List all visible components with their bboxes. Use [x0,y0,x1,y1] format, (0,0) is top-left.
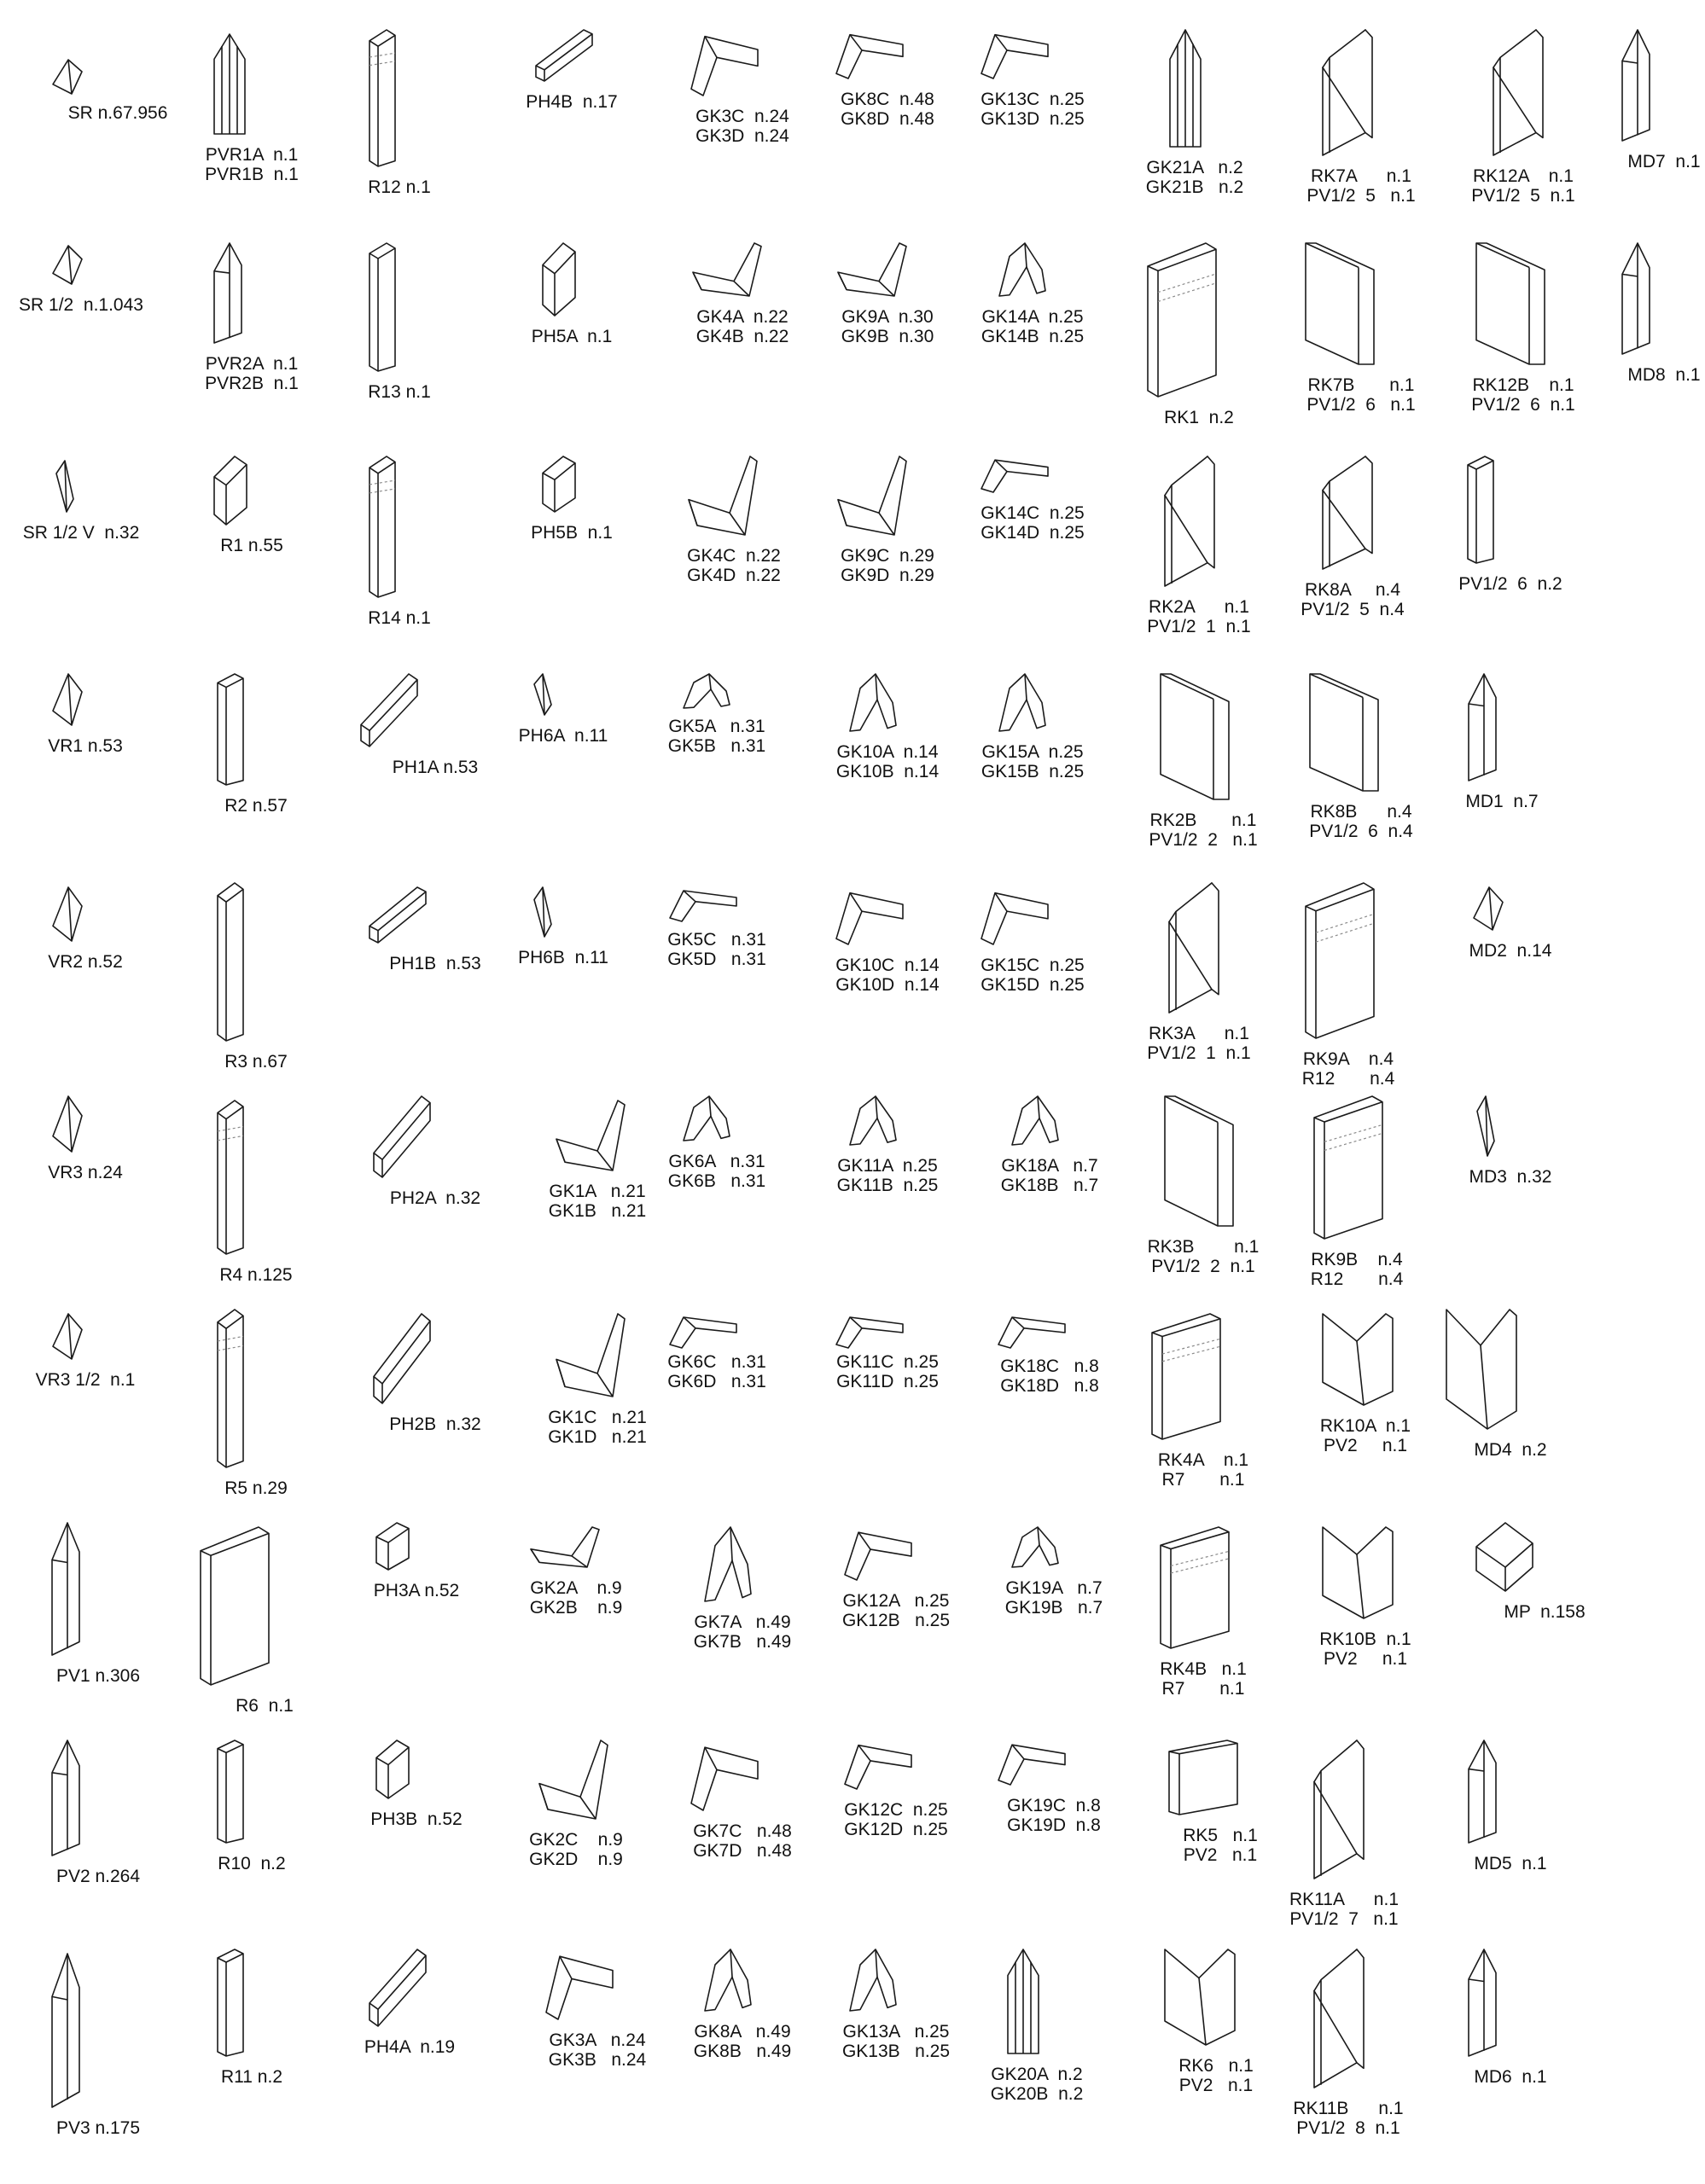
piece-label-ph4a: PH4A n.19 [364,2037,456,2057]
piece-drawing-md4 [1446,1310,1516,1429]
piece-label-gk9cd: GK9C n.29 GK9D n.29 [841,546,934,585]
piece-label-rk11b: RK11B n.1 PV1/2 8 n.1 [1293,2099,1404,2138]
piece-drawing-r3 [218,883,243,1041]
piece-label-r2: R2 n.57 [224,796,288,816]
piece-label-gk10ab: GK10A n.14 GK10B n.14 [835,742,940,781]
piece-label-md4: MD4 n.2 [1474,1440,1547,1460]
piece-label-rk5: RK5 n.1 PV2 n.1 [1183,1826,1258,1865]
piece-label-gk4cd: GK4C n.22 GK4D n.22 [687,546,781,585]
piece-drawing-rk3b [1165,1096,1233,1226]
piece-label-ph2a: PH2A n.32 [389,1188,481,1208]
piece-label-sr-1-2-v: SR 1/2 V n.32 [22,523,140,543]
piece-label-gk13cd: GK13C n.25 GK13D n.25 [981,90,1085,129]
piece-label-gk6ab: GK6A n.31 GK6B n.31 [667,1152,766,1191]
piece-drawing-rk3a [1169,883,1219,1013]
piece-label-gk19cd: GK19C n.8 GK19D n.8 [1007,1796,1101,1835]
piece-drawing-rk7b [1306,243,1374,364]
piece-drawing-vr1 [53,674,82,725]
piece-label-md1: MD1 n.7 [1465,792,1539,811]
piece-label-vr3-1-2: VR3 1/2 n.1 [35,1370,136,1390]
piece-label-rk4b: RK4B n.1 R7 n.1 [1160,1659,1247,1699]
piece-label-rk12b: RK12B n.1 PV1/2 6 n.1 [1471,375,1575,415]
piece-label-r14: R14 n.1 [368,608,431,628]
piece-label-r11: R11 n.2 [221,2067,282,2087]
piece-drawing-r11 [218,1949,243,2056]
piece-drawing-md7 [1622,30,1650,141]
piece-drawing-gk15cd [981,893,1048,944]
piece-drawing-pv1-2-6 [1468,456,1493,563]
piece-label-gk5ab: GK5A n.31 GK5B n.31 [667,717,766,756]
piece-drawing-gk4cd [689,456,757,535]
piece-label-ph5a: PH5A n.1 [531,327,613,346]
piece-label-ph1a: PH1A n.53 [392,758,479,777]
piece-drawing-gk20ab [1008,1949,1039,2053]
piece-label-rk8a: RK8A n.4 PV1/2 5 n.4 [1301,580,1405,619]
piece-label-vr1: VR1 n.53 [48,736,123,756]
piece-label-md7: MD7 n.1 [1627,152,1701,171]
piece-drawing-r14 [370,456,395,597]
piece-label-gk14ab: GK14A n.25 GK14B n.25 [981,307,1085,346]
piece-label-gk18cd: GK18C n.8 GK18D n.8 [1000,1356,1099,1396]
piece-drawing-r2 [218,674,243,785]
piece-label-ph1b: PH1B n.53 [389,954,481,973]
piece-label-ph4b: PH4B n.17 [526,92,618,112]
piece-label-gk15ab: GK15A n.25 GK15B n.25 [981,742,1085,781]
piece-label-gk7cd: GK7C n.48 GK7D n.48 [693,1821,792,1861]
piece-label-gk7ab: GK7A n.49 GK7B n.49 [693,1612,792,1652]
piece-drawing-gk14ab [999,243,1045,296]
piece-label-gk12cd: GK12C n.25 GK12D n.25 [844,1800,948,1839]
piece-label-gk9ab: GK9A n.30 GK9B n.30 [841,307,934,346]
piece-drawing-md6 [1469,1949,1496,2056]
piece-label-rk8b: RK8B n.4 PV1/2 6 n.4 [1309,802,1413,841]
piece-drawing-rk4b [1161,1527,1229,1648]
piece-label-pv3: PV3 n.175 [55,2118,141,2138]
piece-label-ph3a: PH3A n.52 [373,1581,460,1600]
piece-label-gk8ab: GK8A n.49 GK8B n.49 [693,2022,792,2061]
piece-drawing-sr-1-2 [53,246,82,284]
piece-drawing-gk6cd [670,1317,736,1348]
piece-drawing-gk12ab [845,1532,911,1580]
piece-drawing-gk9ab [838,243,906,296]
piece-drawing-gk9cd [838,456,906,535]
piece-drawing-rk10b [1323,1527,1393,1618]
piece-drawing-gk19ab [1012,1527,1058,1567]
piece-drawing-gk4ab [693,243,761,296]
piece-drawing-ph1a [361,674,417,746]
piece-label-rk2b: RK2B n.1 PV1/2 2 n.1 [1149,810,1258,850]
piece-label-gk11cd: GK11C n.25 GK11D n.25 [836,1352,939,1391]
piece-drawing-gk3ab [546,1956,613,2019]
piece-label-gk15cd: GK15C n.25 GK15D n.25 [981,956,1085,995]
piece-label-gk6cd: GK6C n.31 GK6D n.31 [667,1352,766,1391]
piece-drawing-r6 [201,1527,269,1685]
piece-label-mp: MP n.158 [1504,1602,1586,1622]
piece-drawing-ph2b [374,1314,430,1403]
piece-drawing-gk5cd [670,891,736,921]
piece-drawing-gk7cd [691,1747,758,1810]
piece-label-rk10a: RK10A n.1 PV2 n.1 [1319,1416,1411,1455]
piece-label-r6: R6 n.1 [236,1696,294,1716]
piece-label-r10: R10 n.2 [218,1854,286,1873]
piece-label-rk1: RK1 n.2 [1164,408,1234,427]
piece-label-rk9b: RK9B n.4 R12 n.4 [1310,1250,1404,1289]
piece-drawing-r13 [370,243,395,371]
piece-drawing-gk1cd [556,1314,625,1397]
piece-drawing-gk2cd [539,1740,608,1819]
piece-label-gk4ab: GK4A n.22 GK4B n.22 [695,307,789,346]
piece-label-sr-1-2: SR 1/2 n.1.043 [19,295,143,315]
piece-drawing-rk2b [1161,674,1229,799]
piece-label-pvr2: PVR2A n.1 PVR2B n.1 [205,354,299,393]
piece-drawing-gk13cd [981,35,1048,78]
piece-drawing-rk6 [1165,1949,1235,2045]
piece-drawing-gk18ab [1012,1096,1058,1145]
piece-drawing-gk11ab [850,1096,896,1145]
piece-drawing-gk10cd [836,893,903,944]
piece-label-r1: R1 n.55 [220,536,283,555]
piece-drawing-sr-1-2-v [56,461,73,512]
piece-drawing-ph5a [543,243,575,316]
piece-label-md8: MD8 n.1 [1627,365,1701,385]
piece-drawing-rk1 [1148,243,1216,397]
piece-drawing-ph5b [543,456,575,512]
piece-label-pv2: PV2 n.264 [55,1867,141,1886]
piece-drawing-pv3 [52,1954,79,2107]
piece-drawing-rk2a [1165,456,1214,586]
piece-drawing-gk3cd [691,37,758,96]
piece-drawing-pvr1 [214,34,245,134]
piece-drawing-gk1ab [556,1101,625,1170]
piece-drawing-gk19cd [998,1745,1065,1785]
piece-drawing-gk8ab [705,1949,751,2011]
piece-label-md2: MD2 n.14 [1469,941,1552,961]
piece-drawing-ph3a [376,1523,409,1570]
piece-drawing-mp [1476,1523,1533,1591]
piece-drawing-rk7a [1323,30,1372,155]
piece-label-rk9a: RK9A n.4 R12 n.4 [1301,1049,1395,1089]
piece-drawing-vr3-1-2 [53,1314,82,1359]
piece-drawing-ph6b [534,887,551,937]
piece-label-ph3b: PH3B n.52 [370,1809,463,1829]
piece-label-r12: R12 n.1 [368,177,431,197]
piece-drawing-rk12a [1493,30,1543,155]
piece-drawing-gk14cd [981,460,1048,492]
piece-drawing-vr2 [53,887,82,941]
piece-label-gk18ab: GK18A n.7 GK18B n.7 [1000,1156,1099,1195]
piece-drawing-rk12b [1476,243,1545,364]
piece-drawing-gk5ab [684,674,730,708]
piece-drawing-rk8b [1310,674,1378,791]
piece-drawing-pv1 [52,1523,79,1655]
piece-drawing-vr3 [53,1096,82,1152]
piece-drawing-ph6a [534,674,551,715]
piece-label-r4: R4 n.125 [219,1265,293,1285]
piece-label-pvr1: PVR1A n.1 PVR1B n.1 [205,145,299,184]
piece-label-rk12a: RK12A n.1 PV1/2 5 n.1 [1471,166,1575,206]
piece-label-pv1-2-6: PV1/2 6 n.2 [1458,574,1562,594]
piece-label-gk3ab: GK3A n.24 GK3B n.24 [548,2030,647,2070]
piece-label-gk13ab: GK13A n.25 GK13B n.25 [841,2022,951,2061]
piece-label-gk12ab: GK12A n.25 GK12B n.25 [841,1591,951,1630]
piece-label-rk2a: RK2A n.1 PV1/2 1 n.1 [1147,597,1251,636]
piece-label-rk3b: RK3B n.1 PV1/2 2 n.1 [1147,1237,1260,1276]
piece-label-gk3cd: GK3C n.24 GK3D n.24 [695,107,789,146]
piece-drawing-pv2 [52,1740,79,1856]
piece-label-md6: MD6 n.1 [1474,2067,1547,2087]
piece-label-rk3a: RK3A n.1 PV1/2 1 n.1 [1147,1024,1251,1063]
piece-label-gk14cd: GK14C n.25 GK14D n.25 [981,503,1085,543]
piece-drawing-md8 [1622,243,1650,354]
piece-drawing-gk13ab [850,1949,896,2011]
piece-drawing-gk21ab [1170,30,1201,147]
piece-label-md3: MD3 n.32 [1469,1167,1552,1187]
piece-label-rk7b: RK7B n.1 PV1/2 6 n.1 [1306,375,1416,415]
piece-label-md5: MD5 n.1 [1474,1854,1547,1873]
piece-drawing-gk6ab [684,1096,730,1141]
piece-label-ph6a: PH6A n.11 [518,726,608,746]
piece-drawing-r10 [218,1740,243,1843]
piece-drawing-rk9b [1314,1096,1382,1239]
piece-drawing-gk8cd [836,35,903,78]
piece-label-r5: R5 n.29 [224,1478,288,1498]
piece-label-r3: R3 n.67 [224,1052,288,1072]
piece-label-ph5b: PH5B n.1 [531,523,613,543]
piece-label-gk8cd: GK8C n.48 GK8D n.48 [841,90,934,129]
piece-label-sr: SR n.67.956 [67,103,168,123]
piece-drawing-md2 [1474,887,1503,930]
piece-label-rk6: RK6 n.1 PV2 n.1 [1178,2056,1254,2095]
piece-label-gk19ab: GK19A n.7 GK19B n.7 [1004,1578,1103,1618]
piece-drawing-md3 [1477,1096,1494,1156]
piece-label-gk1ab: GK1A n.21 GK1B n.21 [548,1182,647,1221]
piece-label-r13: R13 n.1 [368,382,431,402]
piece-drawing-gk18cd [998,1317,1065,1348]
piece-label-gk2ab: GK2A n.9 GK2B n.9 [529,1578,623,1618]
piece-drawing-gk2ab [531,1527,599,1567]
piece-drawing-gk15ab [999,674,1045,731]
piece-label-gk1cd: GK1C n.21 GK1D n.21 [548,1408,647,1447]
piece-label-ph6b: PH6B n.11 [518,948,608,967]
piece-drawing-md1 [1469,674,1496,781]
piece-label-rk10b: RK10B n.1 PV2 n.1 [1319,1629,1411,1669]
piece-drawing-gk10ab [850,674,896,731]
piece-drawing-r1 [214,456,247,525]
piece-label-gk2cd: GK2C n.9 GK2D n.9 [529,1830,623,1869]
piece-drawing-r4 [218,1101,243,1254]
piece-drawing-ph2a [374,1096,430,1177]
piece-drawing-ph3b [376,1740,409,1798]
piece-drawing-rk4a [1152,1314,1220,1439]
piece-drawing-rk9a [1306,883,1374,1038]
piece-drawing-rk10a [1323,1314,1393,1405]
piece-drawing-r12 [370,30,395,166]
piece-drawing-r5 [218,1310,243,1467]
piece-label-gk11ab: GK11A n.25 GK11B n.25 [836,1156,939,1195]
piece-drawing-rk11b [1314,1949,1364,2088]
piece-label-gk5cd: GK5C n.31 GK5D n.31 [667,930,766,969]
piece-label-rk7a: RK7A n.1 PV1/2 5 n.1 [1306,166,1416,206]
piece-label-vr3: VR3 n.24 [48,1163,123,1182]
piece-label-gk20ab: GK20A n.2 GK20B n.2 [990,2065,1084,2104]
piece-drawing-gk12cd [845,1745,911,1789]
piece-label-gk21ab: GK21A n.2 GK21B n.2 [1145,158,1244,197]
piece-drawing-rk5 [1169,1740,1237,1815]
piece-label-pv1: PV1 n.306 [55,1666,141,1686]
piece-label-rk11a: RK11A n.1 PV1/2 7 n.1 [1289,1890,1399,1929]
piece-drawing-sr [53,60,82,94]
piece-label-vr2: VR2 n.52 [48,952,123,972]
piece-drawing-ph1b [370,887,426,943]
piece-drawing-ph4a [370,1949,426,2026]
piece-drawing-pvr2 [214,243,241,343]
piece-drawing-rk11a [1314,1740,1364,1879]
piece-drawing-ph4b [536,30,592,81]
piece-label-ph2b: PH2B n.32 [389,1414,481,1434]
piece-drawing-gk7ab [705,1527,751,1601]
piece-drawing-md5 [1469,1740,1496,1843]
piece-label-rk4a: RK4A n.1 R7 n.1 [1157,1450,1249,1490]
piece-drawing-gk11cd [836,1317,903,1348]
piece-drawing-rk8a [1323,456,1372,569]
piece-label-gk10cd: GK10C n.14 GK10D n.14 [835,956,940,995]
